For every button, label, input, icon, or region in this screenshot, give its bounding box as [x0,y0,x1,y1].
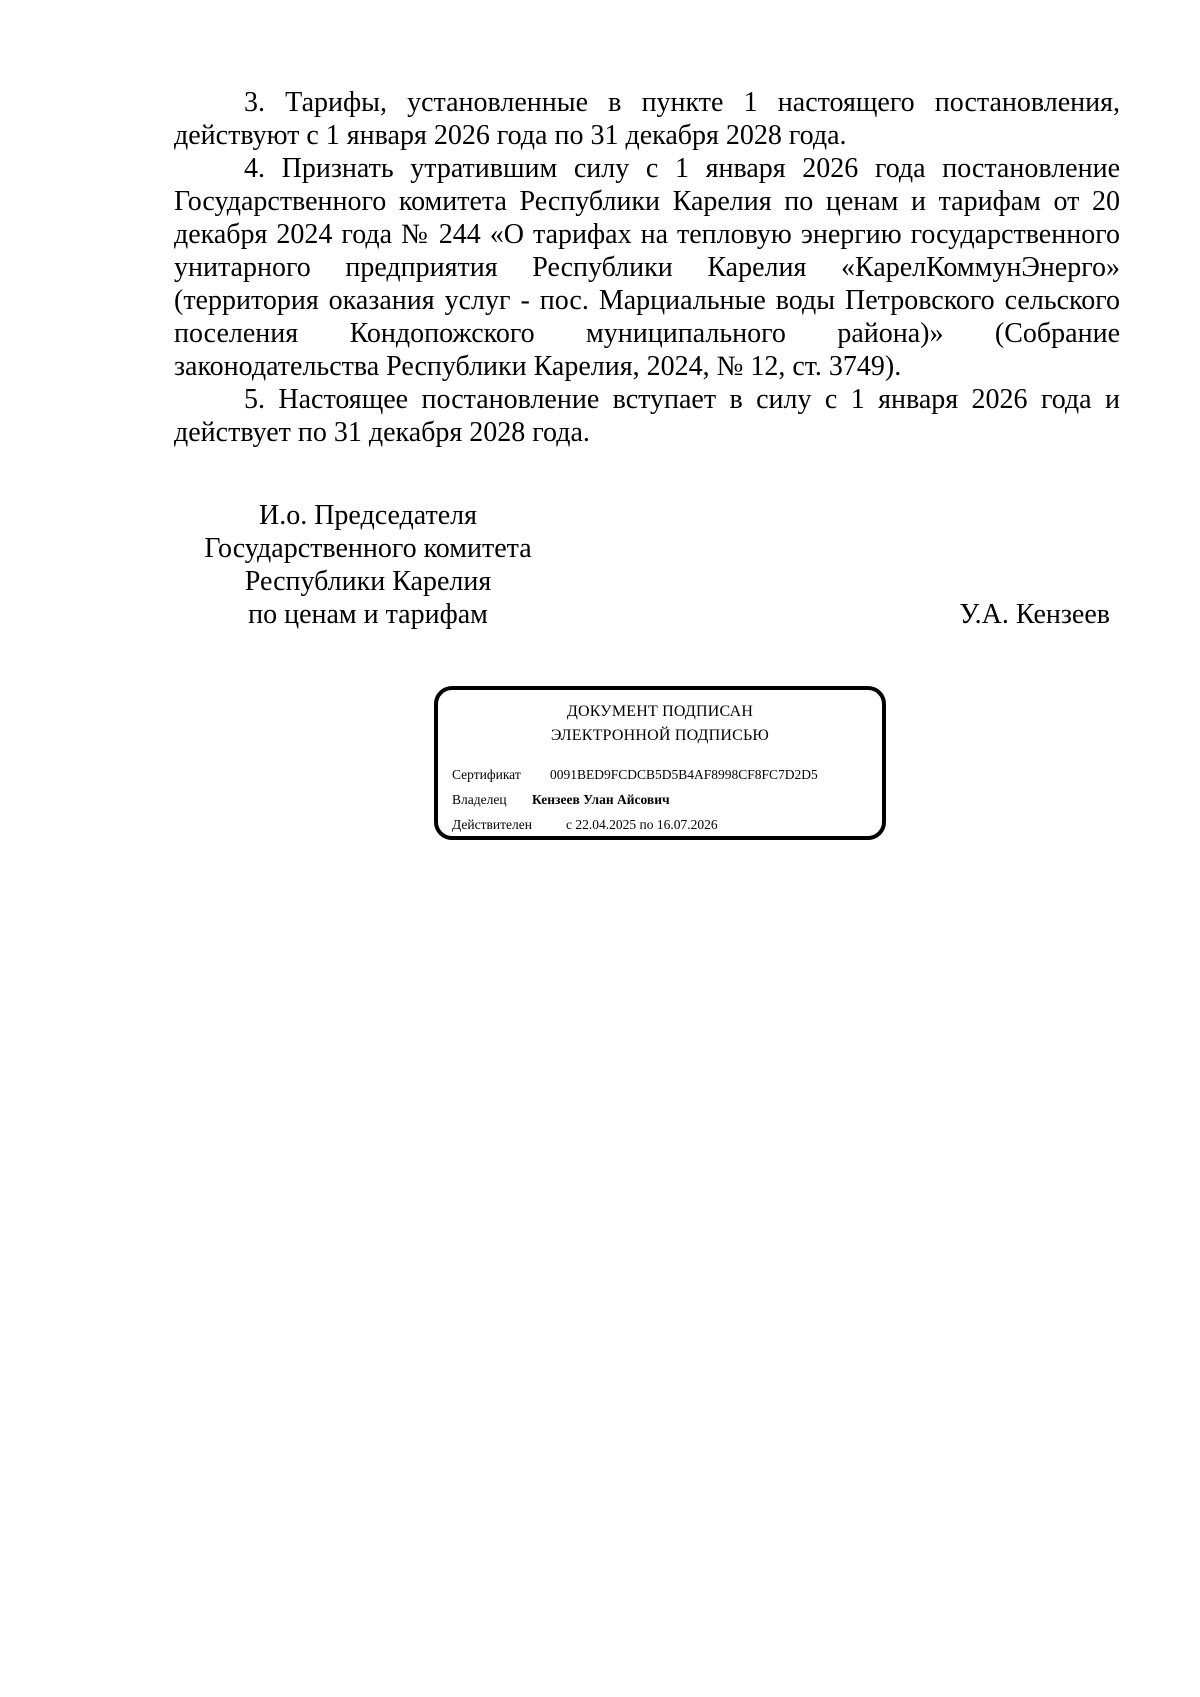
paragraph-4: 4. Признать утратившим силу с 1 января 2026 года постановление Государственного комитета Республики Карелия по ценам и тарифам от 20 декабря 2024 года № 244 «О тарифах на тепловую энергию государственного унитарного предприятия Республики Карелия «КарелКоммунЭнерго» (территория оказания услуг - пос. Марциальные воды Петровского сельского поселения Кондопожского муниципального района)» (Собрание законодательства Республики Карелия, 2024, № 12, ст. 3749). [174,153,1120,382]
stamp-certificate-row [452,762,868,787]
position-line: И.о. Председателя [258,500,478,531]
stamp-details [452,762,868,837]
owner-value: Кензеев Улан Айсович [532,792,670,807]
signatory-name: У.А. Кензеев [959,599,1110,630]
document-body [174,86,1120,449]
stamp-title-line: ЭЛЕКТРОННОЙ ПОДПИСЬЮ [550,727,770,744]
certificate-value: 0091BED9FCDCB5D5B4AF8998CF8FC7D2D5 [550,767,818,782]
position-line: Республики Карелия [244,566,492,597]
position-line: Государственного комитета [204,533,532,564]
validity-value: с 22.04.2025 по 16.07.2026 [566,817,718,832]
certificate-label: Сертификат [452,767,521,782]
electronic-signature-stamp [434,686,886,840]
validity-label: Действителен [452,817,532,832]
stamp-validity-row [452,812,868,837]
paragraph-3: 3. Тарифы, установленные в пункте 1 настоящего постановления, действуют с 1 января 2026 года по 31 декабря 2028 года. [174,87,1120,151]
owner-label: Владелец [452,792,507,807]
position-line: по ценам и тарифам [248,599,488,630]
stamp-title-line: ДОКУМЕНТ ПОДПИСАН [566,703,754,720]
signatory-position [178,499,558,631]
stamp-owner-row [452,787,868,812]
stamp-title [452,700,868,748]
paragraph-5: 5. Настоящее постановление вступает в силу с 1 января 2026 года и действует по 31 декабря 2028 года. [174,384,1120,448]
